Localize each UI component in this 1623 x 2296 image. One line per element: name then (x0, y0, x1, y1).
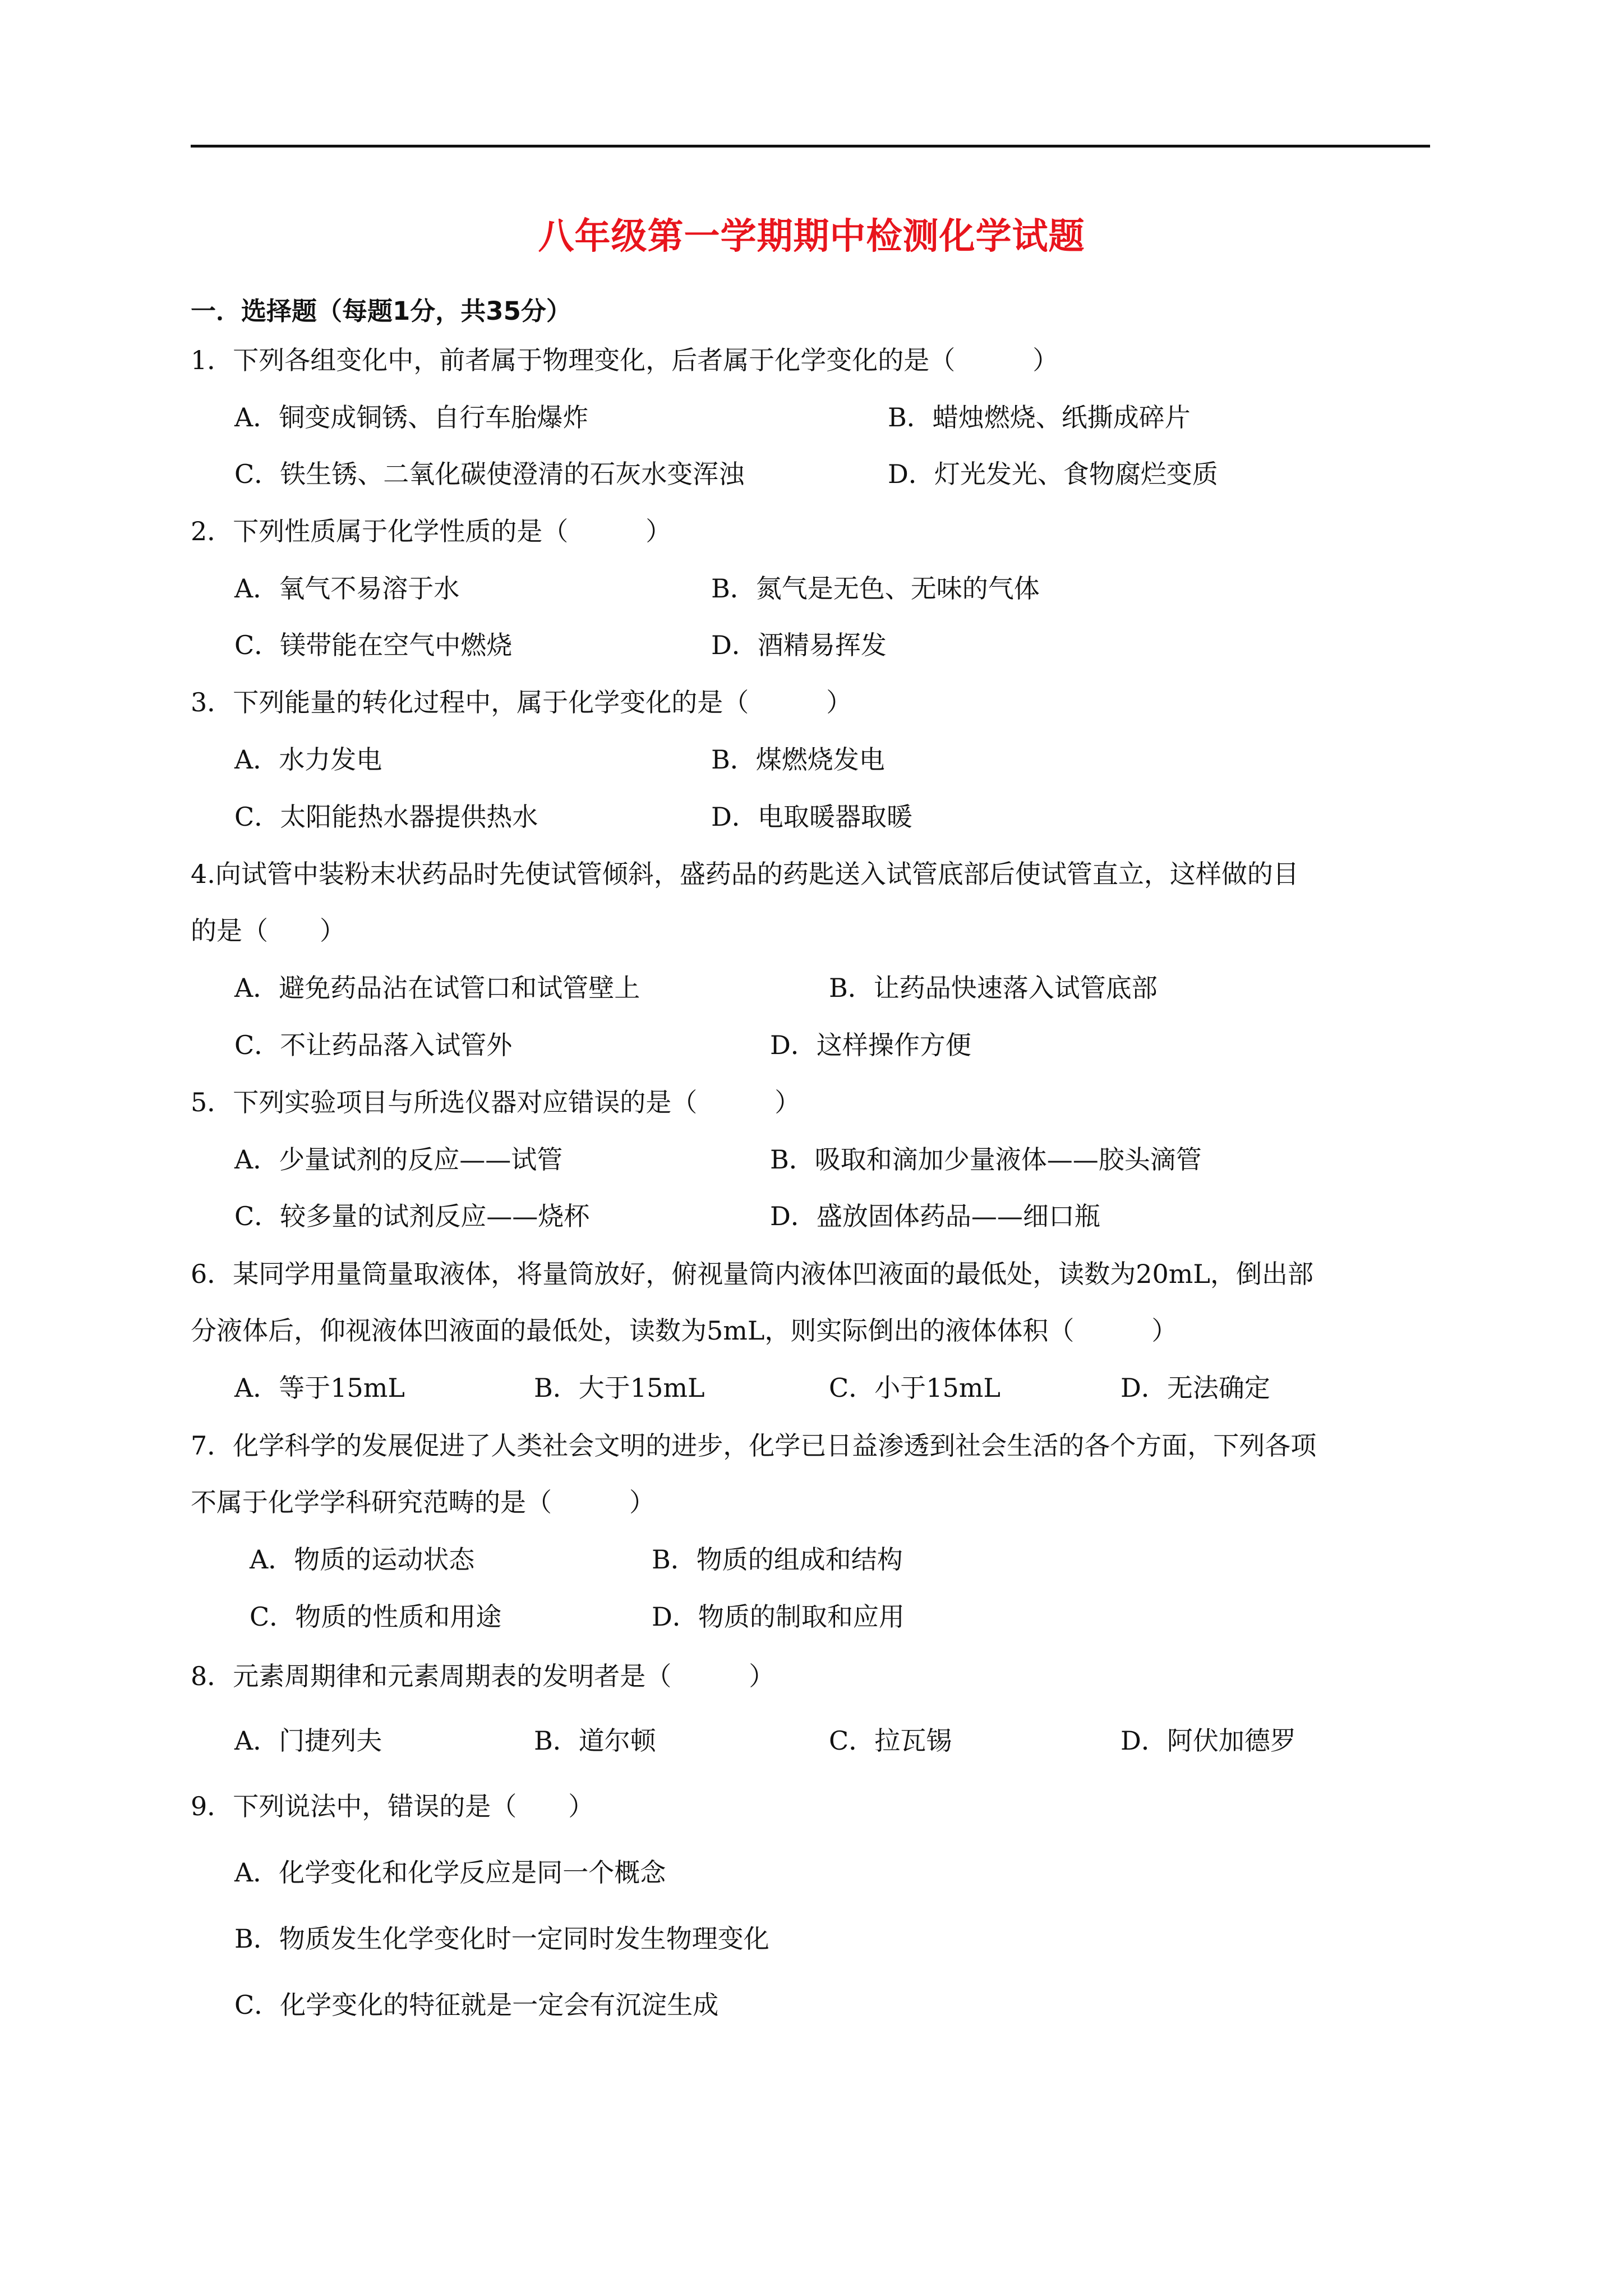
question-2-option-b: B．氮气是无色、无味的气体 (711, 573, 1040, 604)
question-7-option-c: C．物质的性质和用途 (250, 1602, 502, 1632)
header-rule (191, 145, 1430, 148)
question-6-option-c: C．小于15mL (829, 1373, 1000, 1403)
question-6-stem-line-1: 6．某同学用量筒量取液体，将量筒放好，俯视量筒内液体凹液面的最低处，读数为20mL，倒出部 (191, 1259, 1313, 1289)
question-6-option-a: A．等于15mL (234, 1373, 405, 1403)
question-4-stem-line-2: 的是（ ） (191, 915, 345, 946)
question-2-stem: 2．下列性质属于化学性质的是（ ） (191, 516, 672, 546)
question-4-option-d: D．这样操作方便 (770, 1030, 971, 1060)
question-5-option-c: C．较多量的试剂反应——烧杯 (234, 1201, 590, 1231)
question-1-stem: 1．下列各组变化中，前者属于物理变化，后者属于化学变化的是（ ） (191, 345, 1059, 375)
question-7-stem-line-1: 7．化学科学的发展促进了人类社会文明的进步，化学已日益渗透到社会生活的各个方面，下列各项 (191, 1430, 1317, 1461)
question-3-option-a: A．水力发电 (234, 744, 382, 775)
question-3-option-d: D．电取暖器取暖 (711, 802, 912, 832)
question-5-option-b: B．吸取和滴加少量液体——胶头滴管 (770, 1144, 1202, 1175)
question-1-option-a: A．铜变成铜锈、自行车胎爆炸 (234, 402, 589, 432)
question-9-option-c: C．化学变化的特征就是一定会有沉淀生成 (234, 1990, 719, 2020)
question-2-option-d: D．酒精易挥发 (711, 630, 887, 660)
question-1-option-d: D．灯光发光、食物腐烂变质 (888, 459, 1218, 489)
question-8-stem: 8．元素周期律和元素周期表的发明者是（ ） (191, 1661, 775, 1691)
question-1-option-b: B．蜡烛燃烧、纸撕成碎片 (888, 402, 1191, 432)
question-9-option-b: B．物质发生化学变化时一定同时发生物理变化 (234, 1924, 769, 1954)
question-5-option-d: D．盛放固体药品——细口瓶 (770, 1201, 1100, 1231)
question-8-option-a: A．门捷列夫 (234, 1726, 382, 1756)
question-7-option-b: B．物质的组成和结构 (652, 1544, 903, 1575)
question-9-option-a: A．化学变化和化学反应是同一个概念 (234, 1857, 666, 1888)
question-5-stem: 5．下列实验项目与所选仪器对应错误的是（ ） (191, 1087, 801, 1117)
question-6-option-d: D．无法确定 (1121, 1373, 1270, 1403)
question-4-option-b: B．让药品快速落入试管底部 (829, 973, 1158, 1003)
question-7-option-d: D．物质的制取和应用 (652, 1602, 905, 1632)
question-3-option-c: C．太阳能热水器提供热水 (234, 802, 538, 832)
question-5-option-a: A．少量试剂的反应——试管 (234, 1144, 563, 1175)
question-1-option-c: C．铁生锈、二氧化碳使澄清的石灰水变浑浊 (234, 459, 745, 489)
question-6-option-b: B．大于15mL (534, 1373, 705, 1403)
question-2-option-c: C．镁带能在空气中燃烧 (234, 630, 513, 660)
question-4-option-a: A．避免药品沾在试管口和试管壁上 (234, 973, 640, 1003)
question-3-option-b: B．煤燃烧发电 (711, 744, 885, 775)
question-3-stem: 3．下列能量的转化过程中，属于化学变化的是（ ） (191, 687, 852, 717)
question-8-option-d: D．阿伏加德罗 (1121, 1726, 1296, 1756)
question-8-option-b: B．道尔顿 (534, 1726, 656, 1756)
page-title: 八年级第一学期期中检测化学试题 (538, 216, 1085, 257)
section-heading: 一．选择题（每题1分，共35分） (191, 296, 571, 326)
question-7-stem-line-2: 不属于化学学科研究范畴的是（ ） (191, 1487, 655, 1517)
question-9-stem: 9．下列说法中，错误的是（ ） (191, 1791, 594, 1821)
question-4-stem-line-1: 4.向试管中装粉末状药品时先使试管倾斜，盛药品的药匙送入试管底部后使试管直立，这样做的目 (191, 859, 1299, 889)
question-6-stem-line-2: 分液体后，仰视液体凹液面的最低处，读数为5mL，则实际倒出的液体体积（ ） (191, 1315, 1178, 1346)
question-8-option-c: C．拉瓦锡 (829, 1726, 952, 1756)
question-4-option-c: C．不让药品落入试管外 (234, 1030, 513, 1060)
question-2-option-a: A．氧气不易溶于水 (234, 573, 460, 604)
question-7-option-a: A．物质的运动状态 (250, 1544, 475, 1575)
